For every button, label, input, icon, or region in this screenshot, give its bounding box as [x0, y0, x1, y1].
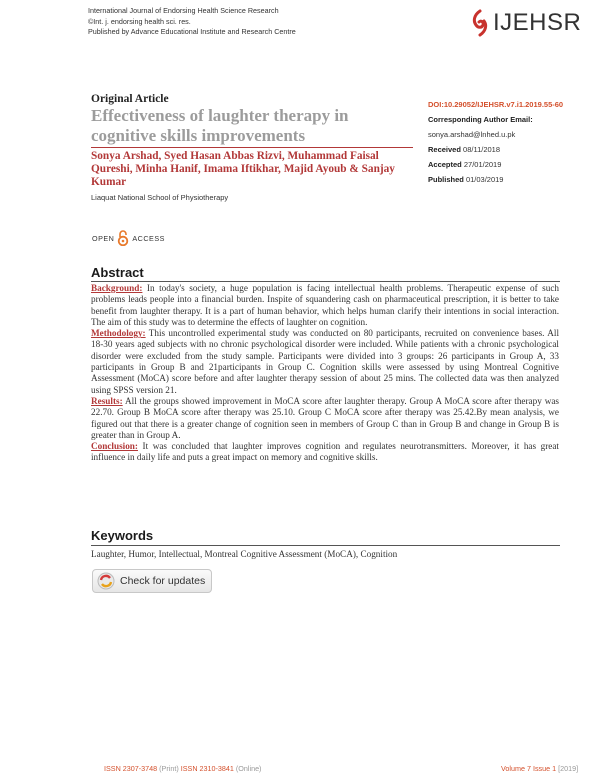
- methodology-text: This uncontrolled experimental study was conducted on 80 participants, recruited on convenience bases. All 18-30 years aged subjects with no chronic psychological disorder were included. While patients with a chronic psychological disorder were excluded from the study sample. Participants were divided into 3 groups: 26 participants in Group A, 33 participants in Group B and 21participants in Group C. Cognition skills were assessed by using Montreal Cognitive Assessment (MoCA) score before and after laughter therapy session of about 25 mins. The collected data was then analyzed using SPSS version 21.: [91, 328, 559, 395]
- open-access-badge: [92, 230, 165, 246]
- article-title: Effectiveness of laughter therapy in cognitive skills improvements: [91, 106, 349, 145]
- background-text: In today's society, a huge population is facing intellectual health problems. Therapeutic expense of such problems leads people into a financial burden. Inspite of squandering cash on pharmaceutical prescription, it is better to take benefit from laughter therapy. It is a part of human behavior, which helps human clarify their intentions in social interaction. The aim of this study was to determine the effects of laughter on cognition.: [91, 283, 559, 327]
- footer-volume: [501, 764, 578, 773]
- issn-print-label: (Print): [159, 764, 179, 773]
- volume-year: [2019]: [558, 764, 579, 773]
- abstract-heading: Abstract: [91, 265, 144, 280]
- received-date: 08/11/2018: [463, 145, 501, 154]
- results-text: All the groups showed improvement in MoCA score after laughter therapy. Group A MoCA score after therapy was 22.70. Group B MoCA score after therapy was 25.10. Group C MoCA score after therapy was 25.42.By mean analysis, we figured out that there is a greater change of cognition seen in members of Group C than in Group B and change in Group B is greater than in Group A.: [91, 395, 559, 440]
- issn-online: ISSN 2310-3841: [180, 764, 234, 773]
- methodology-label: Methodology:: [91, 328, 146, 339]
- published-label: Published: [428, 175, 464, 184]
- open-access-left: OPEN: [92, 233, 115, 243]
- journal-logo: [470, 8, 581, 38]
- abstract-body: [91, 283, 559, 464]
- journal-header: [88, 6, 296, 38]
- open-access-right: ACCESS: [132, 233, 165, 243]
- journal-copyright: ©Int. j. endorsing health sci. res.: [88, 16, 191, 26]
- doi-link[interactable]: DOI:10.29052/IJEHSR.v7.i1.2019.55-60: [428, 100, 564, 109]
- abstract-conclusion: [91, 441, 559, 464]
- published-date: 01/03/2019: [465, 175, 504, 184]
- abstract-methodology: [91, 328, 559, 396]
- received-label: Received: [428, 145, 461, 154]
- corresponding-email[interactable]: sonya.arshad@lnhed.u.pk: [428, 130, 516, 139]
- article-info: [428, 97, 593, 187]
- article-type: Original Article: [91, 93, 169, 105]
- open-lock-icon: [117, 230, 129, 246]
- journal-name: International Journal of Endorsing Health Science Research: [88, 6, 279, 15]
- check-updates-icon: [96, 571, 116, 591]
- abstract-results: [91, 396, 559, 441]
- article-affiliation: Liaquat National School of Physiotherapy: [91, 193, 229, 202]
- volume-issue: Volume 7 Issue 1: [501, 764, 557, 773]
- keywords-text: Laughter, Humor, Intellectual, Montreal Cognitive Assessment (MoCA), Cognition: [91, 549, 398, 559]
- logo-text: IJEHSR: [493, 9, 582, 36]
- issn-online-label: (Online): [235, 764, 262, 773]
- abstract-rule: [91, 281, 560, 282]
- footer-issn: [104, 764, 261, 773]
- journal-publisher: Published by Advance Educational Institute and Research Centre: [88, 27, 296, 36]
- corresponding-label: Corresponding Author Email:: [428, 115, 533, 124]
- conclusion-text: It was concluded that laughter improves cognition and regulates neurotransmitters. Moreover, it has great influence in daily life and puts a great impact on memory and cognitive skills.: [91, 441, 559, 463]
- title-divider: [91, 147, 413, 148]
- background-label: Background:: [91, 283, 143, 293]
- article-authors: Sonya Arshad, Syed Hasan Abbas Rizvi, Muhammad Faisal Qureshi, Minha Hanif, Imama Iftikhar, Majid Ayoub & Sanjay Kumar: [91, 150, 395, 188]
- logo-emblem-icon: [470, 9, 490, 37]
- check-for-updates-button[interactable]: [92, 569, 212, 593]
- results-label: Results:: [91, 395, 123, 406]
- keywords-heading: Keywords: [91, 528, 154, 543]
- accepted-label: Accepted: [428, 160, 462, 169]
- check-updates-label: Check for updates: [120, 575, 206, 587]
- abstract-background: [91, 283, 559, 328]
- issn-print: ISSN 2307-3748: [104, 764, 158, 773]
- conclusion-label: Conclusion:: [91, 441, 138, 452]
- accepted-date: 27/01/2019: [463, 160, 502, 169]
- keywords-rule: [91, 545, 560, 546]
